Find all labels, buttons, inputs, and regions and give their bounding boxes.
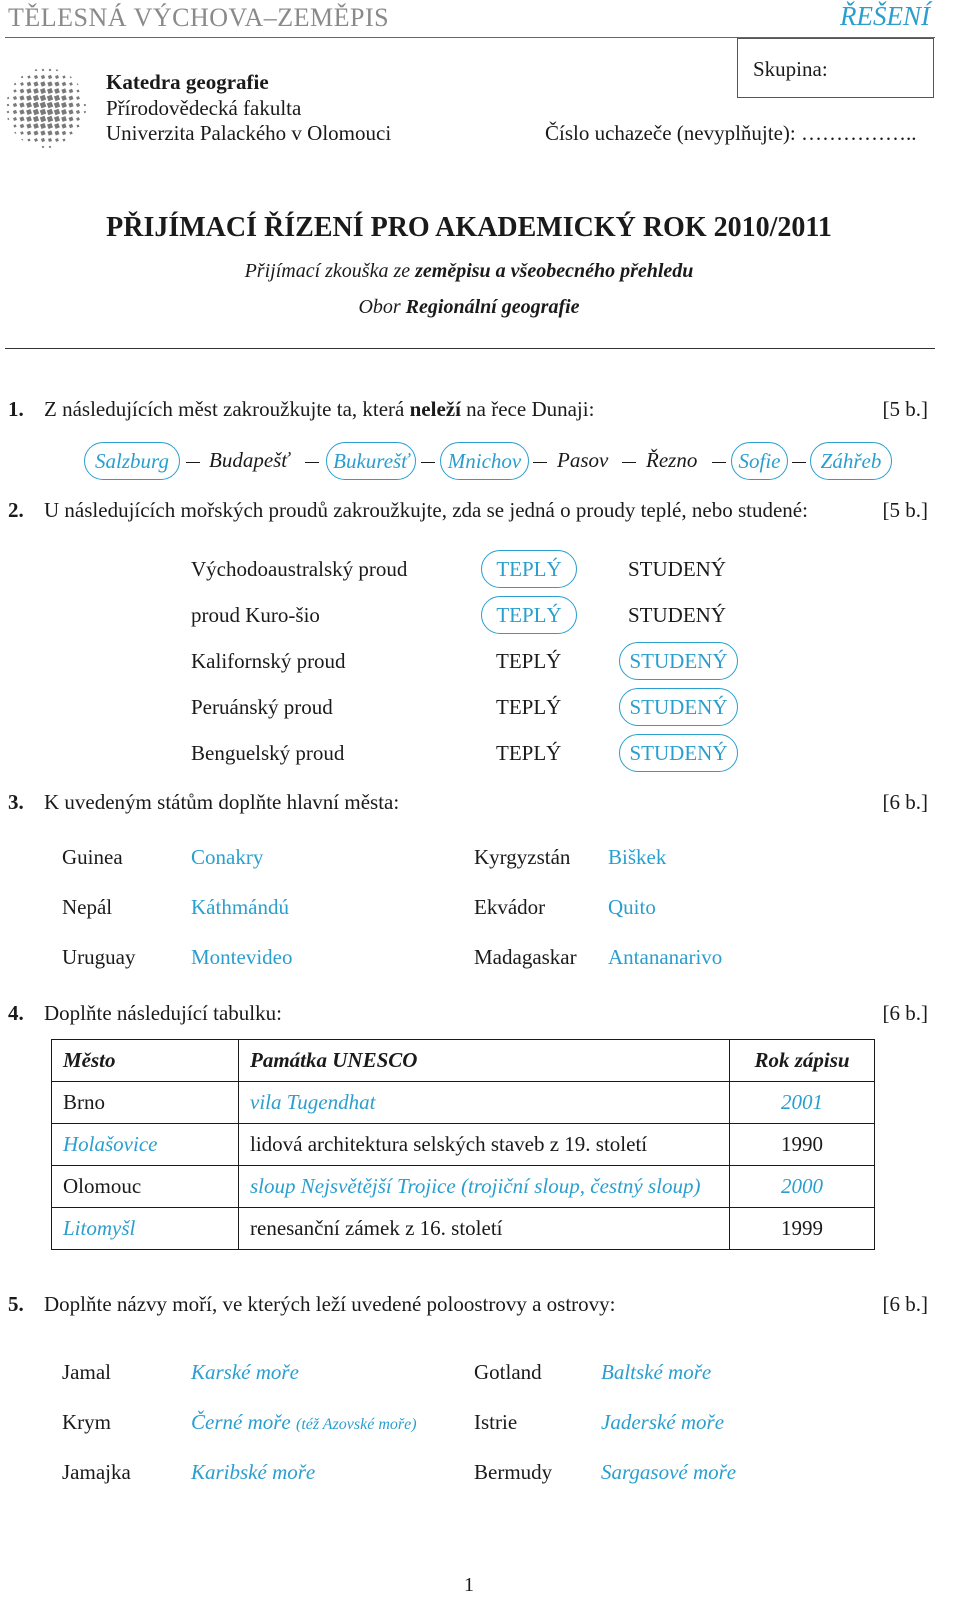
cold-option[interactable]: STUDENÝ — [628, 603, 726, 627]
separator-dash — [533, 462, 547, 463]
place-label: Istrie — [474, 1410, 518, 1434]
sea-answer[interactable]: Baltské moře — [601, 1360, 712, 1384]
subtitle-exam — [0, 260, 938, 283]
cell-monument-answer[interactable]: vila Tugendhat — [239, 1082, 730, 1124]
globe-logo-icon — [4, 66, 88, 155]
unesco-table — [51, 1039, 875, 1250]
separator-dash — [186, 462, 200, 463]
q1-text-before: Z následujících měst zakroužkujte ta, která — [44, 397, 410, 421]
subtitle-field — [0, 296, 938, 319]
cold-option-circled[interactable]: STUDENÝ — [619, 688, 738, 726]
separator-dash — [712, 462, 726, 463]
subtitle-field-bold: Regionální geografie — [405, 296, 580, 318]
cold-option-circled[interactable]: STUDENÝ — [619, 642, 738, 680]
current-name: Východoaustralský proud — [191, 557, 408, 581]
separator-dash — [792, 462, 806, 463]
cold-option[interactable]: STUDENÝ — [628, 557, 726, 581]
sea-answer-note: (též Azovské moře) — [295, 1416, 417, 1433]
capital-answer[interactable]: Quito — [608, 895, 656, 919]
q1-number: 1. — [8, 397, 24, 421]
city-zahreb-circled[interactable]: Záhřeb — [810, 442, 892, 480]
warm-option[interactable]: TEPLÝ — [496, 695, 562, 719]
subtitle-exam-prefix: Přijímací zkouška ze — [244, 260, 416, 282]
separator-dash — [421, 462, 435, 463]
cell-year-answer[interactable]: 2000 — [730, 1166, 875, 1208]
city-budapest: Budapešť — [209, 448, 289, 472]
capital-answer[interactable]: Conakry — [191, 845, 264, 869]
sea-answer[interactable]: Karské moře — [191, 1360, 299, 1384]
country-label: Uruguay — [62, 945, 136, 969]
column-header-city: Město — [52, 1040, 239, 1082]
country-label: Madagaskar — [474, 945, 577, 969]
group-box[interactable] — [737, 38, 934, 98]
cell-city: Olomouc — [52, 1166, 239, 1208]
country-label: Guinea — [62, 845, 123, 869]
current-name: Benguelský proud — [191, 741, 345, 765]
place-label: Gotland — [474, 1360, 542, 1384]
q2-number: 2. — [8, 498, 24, 522]
institution-university: Univerzita Palackého v Olomouci — [106, 121, 392, 145]
q2-text: U následujících mořských proudů zakroužkujte, zda se jedná o proudy teplé, nebo studené: — [44, 498, 808, 522]
sea-answer[interactable]: Karibské moře — [191, 1460, 316, 1484]
sea-answer[interactable] — [191, 1410, 417, 1435]
place-label: Bermudy — [474, 1460, 553, 1484]
cell-year: 1990 — [730, 1124, 875, 1166]
current-name: Peruánský proud — [191, 695, 333, 719]
warm-option-circled[interactable]: TEPLÝ — [481, 596, 577, 634]
place-label: Krym — [62, 1410, 111, 1434]
title-rule — [5, 348, 935, 349]
cell-monument: renesanční zámek z 16. století — [239, 1208, 730, 1250]
city-sofie-circled[interactable]: Sofie — [731, 442, 788, 480]
subtitle-exam-bold: zeměpisu a všeobecného přehledu — [415, 260, 694, 282]
subtitle-field-prefix: Obor — [358, 296, 406, 318]
page-number: 1 — [464, 1574, 474, 1596]
q3-number: 3. — [8, 790, 24, 814]
table-row — [52, 1166, 875, 1208]
q3-text: K uvedeným státům doplňte hlavní města: — [44, 790, 400, 814]
sea-answer-main: Černé moře — [191, 1410, 291, 1434]
q4-text: Doplňte následující tabulku: — [44, 1001, 282, 1025]
cell-city-answer[interactable]: Litomyšl — [52, 1208, 239, 1250]
q5-number: 5. — [8, 1292, 24, 1316]
capital-answer[interactable]: Biškek — [608, 845, 667, 869]
country-label: Ekvádor — [474, 895, 546, 919]
sea-answer[interactable]: Sargasové moře — [601, 1460, 737, 1484]
table-row — [52, 1082, 875, 1124]
cell-year: 1999 — [730, 1208, 875, 1250]
table-header-row — [52, 1040, 875, 1082]
applicant-number-label: Číslo uchazeče (nevyplňujte): …………….. — [545, 121, 917, 145]
header-solution: ŘEŠENÍ — [840, 1, 930, 31]
q1-text — [44, 397, 594, 422]
table-row — [52, 1124, 875, 1166]
capital-answer[interactable]: Káthmándú — [191, 895, 289, 919]
q1-points: [5 b.] — [882, 397, 928, 421]
institution-dept: Katedra geografie — [106, 70, 269, 94]
city-pasov: Pasov — [557, 448, 609, 472]
separator-dash — [622, 462, 636, 463]
sea-answer[interactable]: Jaderské moře — [601, 1410, 725, 1434]
city-rezno: Řezno — [646, 448, 698, 472]
group-label: Skupina: — [753, 57, 828, 81]
cell-city: Brno — [52, 1082, 239, 1124]
current-name: Kalifornský proud — [191, 649, 346, 673]
capital-answer[interactable]: Antananarivo — [608, 945, 723, 969]
q2-points: [5 b.] — [882, 498, 928, 522]
q3-points: [6 b.] — [882, 790, 928, 814]
cell-monument: lidová architektura selských staveb z 19. století — [239, 1124, 730, 1166]
page-title: PŘIJÍMACÍ ŘÍZENÍ PRO AKADEMICKÝ ROK 2010/2011 — [106, 212, 832, 243]
warm-option-circled[interactable]: TEPLÝ — [481, 550, 577, 588]
column-header-year: Rok zápisu — [730, 1040, 875, 1082]
place-label: Jamal — [62, 1360, 111, 1384]
city-bukurest-circled[interactable]: Bukurešť — [326, 442, 416, 480]
current-name: proud Kuro-šio — [191, 603, 320, 627]
q1-text-bold: neleží — [409, 397, 461, 421]
separator-dash — [305, 462, 319, 463]
cell-year-answer[interactable]: 2001 — [730, 1082, 875, 1124]
cell-city-answer[interactable]: Holašovice — [52, 1124, 239, 1166]
country-label: Nepál — [62, 895, 113, 919]
cell-monument-answer[interactable]: sloup Nejsvětější Trojice (trojiční sloup, čestný sloup) — [239, 1166, 730, 1208]
q5-points: [6 b.] — [882, 1292, 928, 1316]
q4-number: 4. — [8, 1001, 24, 1025]
header-subject: TĚLESNÁ VÝCHOVA–ZEMĚPIS — [8, 3, 390, 32]
warm-option[interactable]: TEPLÝ — [496, 741, 562, 765]
city-mnichov-circled[interactable]: Mnichov — [440, 442, 529, 480]
place-label: Jamajka — [62, 1460, 131, 1484]
institution-faculty: Přírodovědecká fakulta — [106, 96, 302, 120]
column-header-monument: Památka UNESCO — [239, 1040, 730, 1082]
q1-text-after: na řece Dunaji: — [460, 397, 595, 421]
warm-option[interactable]: TEPLÝ — [496, 649, 562, 673]
cold-option-circled[interactable]: STUDENÝ — [619, 734, 738, 772]
q4-points: [6 b.] — [882, 1001, 928, 1025]
country-label: Kyrgyzstán — [474, 845, 571, 869]
city-salzburg-circled[interactable]: Salzburg — [84, 442, 180, 480]
capital-answer[interactable]: Montevideo — [191, 945, 293, 969]
q5-text: Doplňte názvy moří, ve kterých leží uvedené poloostrovy a ostrovy: — [44, 1292, 616, 1316]
table-row — [52, 1208, 875, 1250]
